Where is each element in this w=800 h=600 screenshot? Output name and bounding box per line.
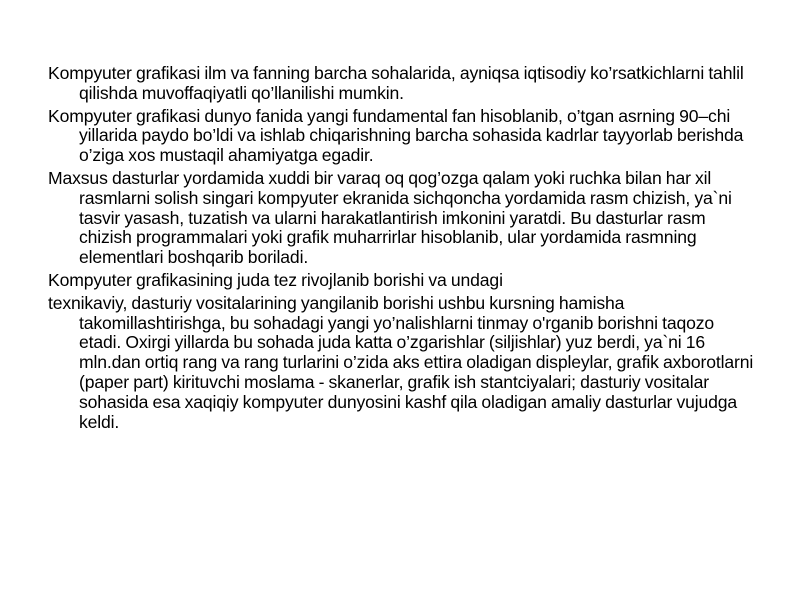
paragraph-4: Kompyuter grafikasining juda tez rivojlanib borishi va undagi [48,269,503,290]
paragraph-1: Kompyuter grafikasi ilm va fanning barcha sohalarida, ayniqsa iqtisodiy ko’rsatkichlarni tahlil qilishda muvoffaqiyatli qo’llanilishi mumkin. [48,63,744,103]
paragraph-3: Maxsus dasturlar yordamida xuddi bir varaq oq qog’ozga qalam yoki ruchka bilan har xil rasmlarni solish singari kompyuter ekranida sichqoncha yordamida rasm chizish, ya`ni tasvir yasash, tuzatish va ularni harakatlantirish imkonini yaratdi. Bu dasturlar rasm chizish programmalari yoki grafik muharrirlar hisoblanib, ular yordamida rasmning elementlari boshqarib boriladi. [48,167,732,268]
text-body [48,64,760,435]
paragraph-2: Kompyuter grafikasi dunyo fanida yangi fundamental fan hisoblanib, o’tgan asrning 90–chi yillarida paydo bo’ldi va ishlab chiqarishning barcha sohasida kadrlar tayyorlab berishda o’ziga xos mustaqil ahamiyatga egadir. [48,105,744,166]
paragraph-5: texnikaviy, dasturiy vositalarining yangilanib borishi ushbu kursning hamisha takomillashtirishga, bu sohadagi yangi yo’nalishlarni tinmay o'rganib borishni taqozo etadi. Oxirgi yillarda bu sohada juda katta o’zgarishlar (siljishlar) yuz berdi, ya`ni 16 mln.dan ortiq rang va rang turlarini o’zida aks ettira oladigan displeylar, grafik axborotlarni (paper part) kirituvchi moslama - skanerlar, grafik ish stantciyalari; dasturiy vositalar sohasida esa xaqiqiy kompyuter dunyosini kashf qila oladigan amaliy dasturlar vujudga keldi. [48,292,754,432]
